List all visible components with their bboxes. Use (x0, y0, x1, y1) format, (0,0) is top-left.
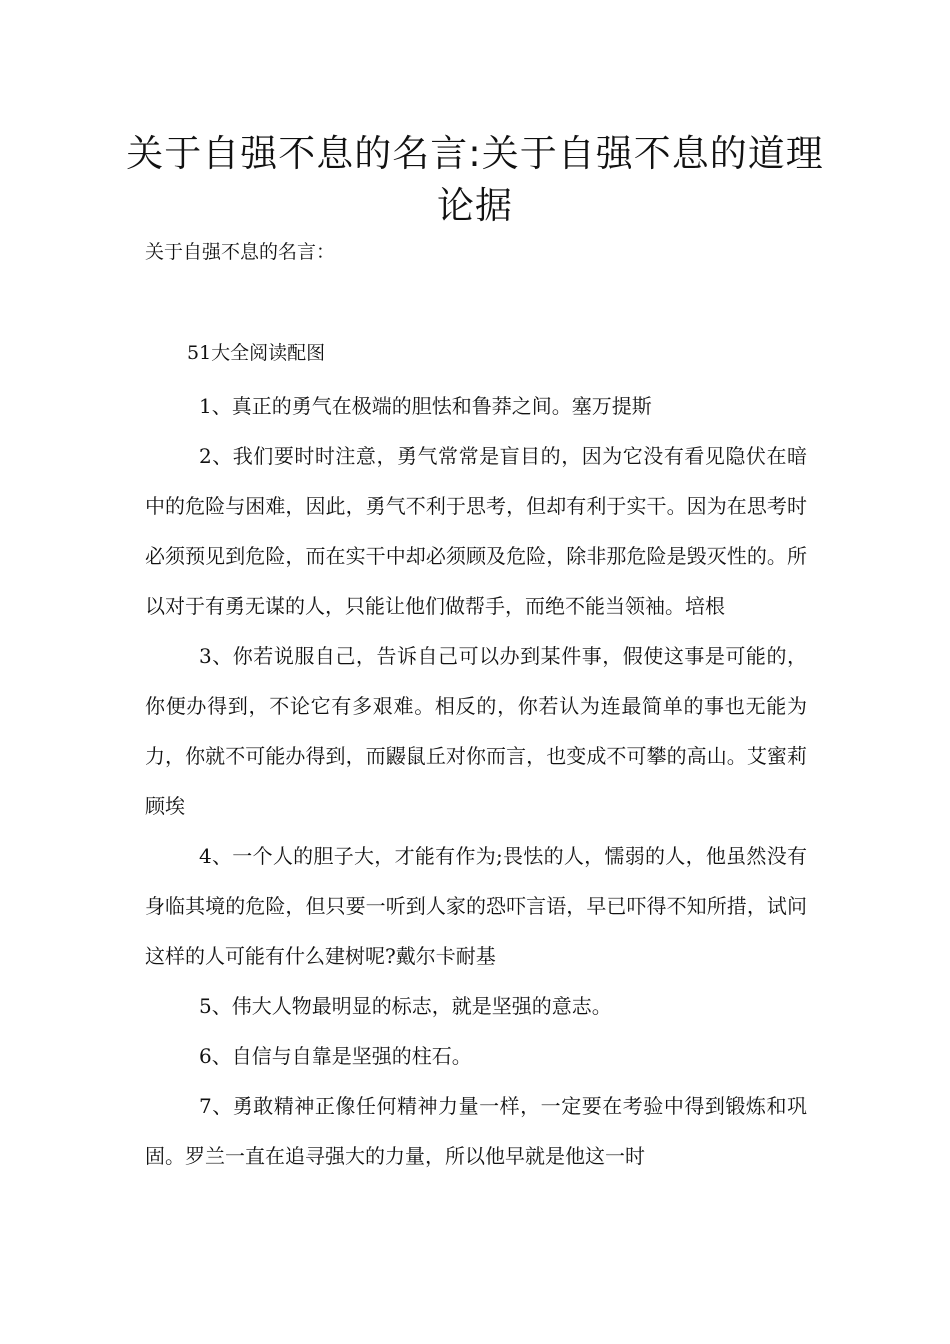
quote-item: 2、我们要时时注意，勇气常常是盲目的，因为它没有看见隐伏在暗中的危险与困难，因此，勇气不利于思考，但却有利于实干。因为在思考时必须预见到危险，而在实干中却必须顾及危险，除非那危险是毁灭性的。所以对于有勇无谋的人，只能让他们做帮手，而绝不能当领袖。培根 (145, 444, 807, 618)
quote-item: 1、真正的勇气在极端的胆怯和鲁莽之间。塞万提斯 (199, 394, 652, 418)
quote-item: 5、伟大人物最明显的标志，就是坚强的意志。 (199, 994, 612, 1018)
section-heading: 关于自强不息的名言： (145, 241, 336, 263)
quote-item: 4、一个人的胆子大，才能有作为;畏怯的人，懦弱的人，他虽然没有身临其境的危险，但只要一听到人家的恐吓言语，早已吓得不知所措，试问这样的人可能有什么建树呢?戴尔卡耐基 (145, 844, 807, 968)
quote-item: 3、你若说服自己，告诉自己可以办到某件事，假使这事是可能的，你便办得到，不论它有多艰难。相反的，你若认为连最简单的事也无能为力，你就不可能办得到，而鼹鼠丘对你而言，也变成不可攀的高山。艾蜜莉顾埃 (145, 644, 807, 818)
quote-list (145, 381, 807, 1181)
quote-item: 7、勇敢精神正像任何精神力量一样，一定要在考验中得到锻炼和巩固。罗兰一直在追寻强大的力量，所以他早就是他这一时 (145, 1094, 807, 1168)
document-title: 关于自强不息的名言:关于自强不息的道理论据 (126, 132, 824, 227)
image-caption: 51大全阅读配图 (187, 342, 326, 364)
quote-item: 6、自信与自靠是坚强的柱石。 (199, 1044, 472, 1068)
